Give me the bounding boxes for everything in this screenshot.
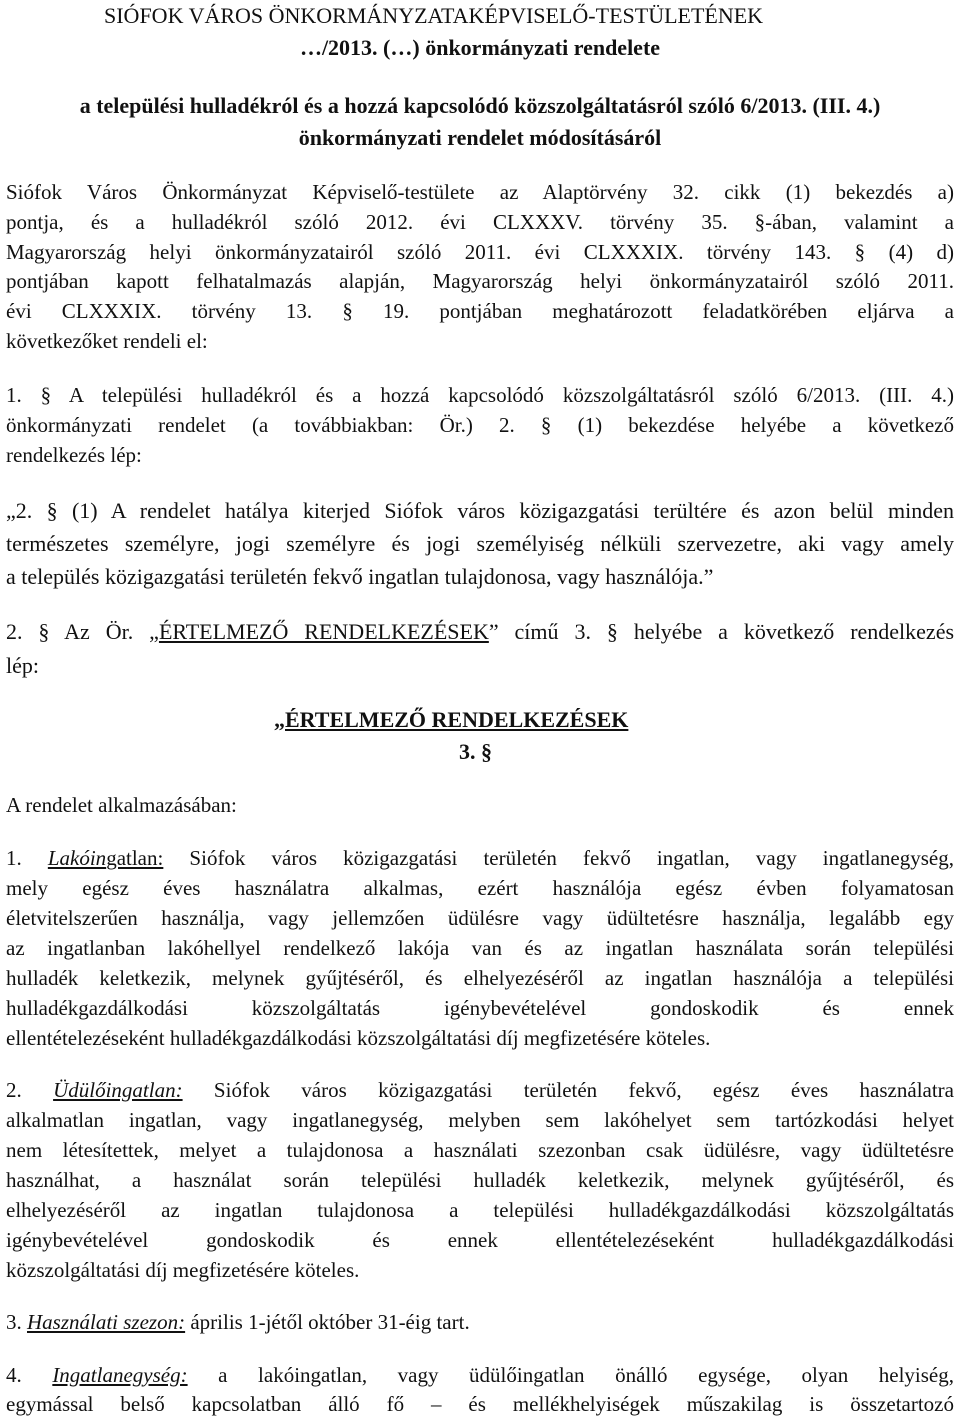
- block-heading-quote: „: [274, 707, 285, 732]
- section2-heading: ÉRTELMEZŐ RENDELKEZÉSEK: [158, 619, 489, 644]
- def2-first-line: [6, 1079, 954, 1102]
- def1-line: az ingatlanban lakóhellyel rendelkező lakója van és az ingatlan használata során települési: [6, 936, 954, 960]
- def2-line: közszolgáltatási díj megfizetésére köteles.: [6, 1258, 360, 1282]
- section2-suffix: ” című 3. § helyébe a következő rendelkezés: [488, 619, 955, 644]
- def3-line: [6, 1311, 954, 1334]
- block-intro: A rendelet alkalmazásában:: [6, 793, 237, 817]
- def4-first-line: [6, 1364, 954, 1387]
- preamble-line: Magyarország helyi önkormányzatairól szóló 2011. évi CLXXXIX. törvény 143. § (4) d): [6, 240, 954, 264]
- def3-term: Használati szezon:: [27, 1310, 186, 1334]
- def2-line: elhelyezéséről az ingatlan tulajdonosa a települési hulladékgazdálkodási közszolgáltatás: [6, 1198, 954, 1222]
- def2-line: nem létesítettek, melyet a tulajdonosa a használati szezonban csak üdülésre, vagy üdültetésre: [6, 1138, 954, 1162]
- title-line-4: önkormányzati rendelet módosításáról: [298, 125, 662, 150]
- block-section: 3. §: [459, 739, 492, 764]
- def4-line-2: egymással belső kapcsolatban álló fő – és mellékhelyiségek műszakilag is összetartozó: [6, 1392, 954, 1416]
- def2-term: Üdülőingatlan:: [53, 1078, 183, 1102]
- quote-line: természetes személyre, jogi személyre és jogi személyiség nélküli szervezetre, aki vagy amely: [6, 531, 954, 556]
- section2-line-2: lép:: [6, 653, 39, 678]
- def2-line: alkalmatlan ingatlan, vagy ingatlanegység, melyben sem lakóhelyet sem tartózkodási helyet: [6, 1108, 954, 1132]
- def3-num: 3.: [6, 1310, 27, 1334]
- def4-first: a lakóingatlan, vagy üdülőingatlan önálló egysége, olyan helyiség,: [187, 1363, 955, 1387]
- def4-term: Ingatlanegység:: [52, 1363, 188, 1387]
- section2-line: [6, 620, 954, 644]
- quote-line: „2. § (1) A rendelet hatálya kiterjed Siófok város közigazgatási terültére és azon belül minden: [6, 498, 954, 523]
- def2-line: igénybevételével gondoskodik és ennek ellentételezéseként hulladékgazdálkodási: [6, 1228, 954, 1252]
- def1-term-a: Lakóin: [47, 846, 107, 870]
- def1-first-line: [6, 847, 954, 870]
- def1-line: mely egész éves használatra alkalmas, ezért használója egész évben folyamatosan: [6, 876, 954, 900]
- block-heading: [274, 708, 954, 732]
- preamble-line: pontjában kapott felhatalmazás alapján, Magyarország helyi önkormányzatairól szóló 2011.: [6, 269, 954, 293]
- preamble-line: Siófok Város Önkormányzat Képviselő-testülete az Alaptörvény 32. cikk (1) bekezdés a): [6, 180, 954, 204]
- preamble-line: következőket rendeli el:: [6, 329, 208, 353]
- def1-line: életvitelszerűen használja, vagy jellemzően üdülésre vagy üdültetésre használja, legalább egy: [6, 906, 954, 930]
- def2-num: 2.: [6, 1078, 54, 1102]
- def2-line: használhat, a használat során települési hulladék keletkezik, melynek gyűjtéséről, és: [6, 1168, 954, 1192]
- def1-line: hulladékgazdálkodási közszolgáltatás igénybevételével gondoskodik és ennek: [6, 996, 954, 1020]
- preamble-line: évi CLXXXIX. törvény 13. § 19. pontjában meghatározott feladatkörében eljárva a: [6, 299, 954, 323]
- def2-first: Siófok város közigazgatási területén fekvő, egész éves használatra: [182, 1078, 954, 1102]
- preamble-line: pontja, és a hulladékról szóló 2012. évi CLXXXV. törvény 35. §-ában, valamint a: [6, 210, 954, 234]
- def1-term-b: gatlan:: [106, 846, 164, 870]
- block-heading-text: ÉRTELMEZŐ RENDELKEZÉSEK: [285, 707, 629, 732]
- section2-prefix: 2. § Az Ör. „: [6, 619, 159, 644]
- title-line-1: SIÓFOK VÁROS ÖNKORMÁNYZATAKÉPVISELŐ-TESTÜLETÉNEK: [104, 3, 764, 28]
- def1-num: 1.: [6, 846, 48, 870]
- def1-line: ellentételezéseként hulladékgazdálkodási közszolgáltatási díj megfizetésére köteles.: [6, 1026, 711, 1050]
- def1-line: hulladék keletkezik, melynek gyűjtéséről, és elhelyezéséről az ingatlan használója a települési: [6, 966, 954, 990]
- quote-line: a település közigazgatási területén fekvő ingatlan tulajdonosa, vagy használója.”: [6, 564, 714, 589]
- def3-text: április 1-jétől október 31-éig tart.: [185, 1310, 470, 1334]
- title-line-2: …/2013. (…) önkormányzati rendelete: [299, 35, 661, 60]
- title-line-3: a települési hulladékról és a hozzá kapcsolódó közszolgáltatásról szóló 6/2013. (III. 4.): [79, 93, 881, 118]
- section1-line: önkormányzati rendelet (a továbbiakban: Ör.) 2. § (1) bekezdése helyébe a következő: [6, 413, 954, 437]
- section1-line: rendelkezés lép:: [6, 443, 142, 467]
- def1-first: Siófok város közigazgatási területén fekvő ingatlan, vagy ingatlanegység,: [163, 846, 954, 870]
- section1-line: 1. § A települési hulladékról és a hozzá kapcsolódó közszolgáltatásról szóló 6/2013. (III. 4.): [6, 383, 954, 407]
- def4-num: 4.: [6, 1363, 53, 1387]
